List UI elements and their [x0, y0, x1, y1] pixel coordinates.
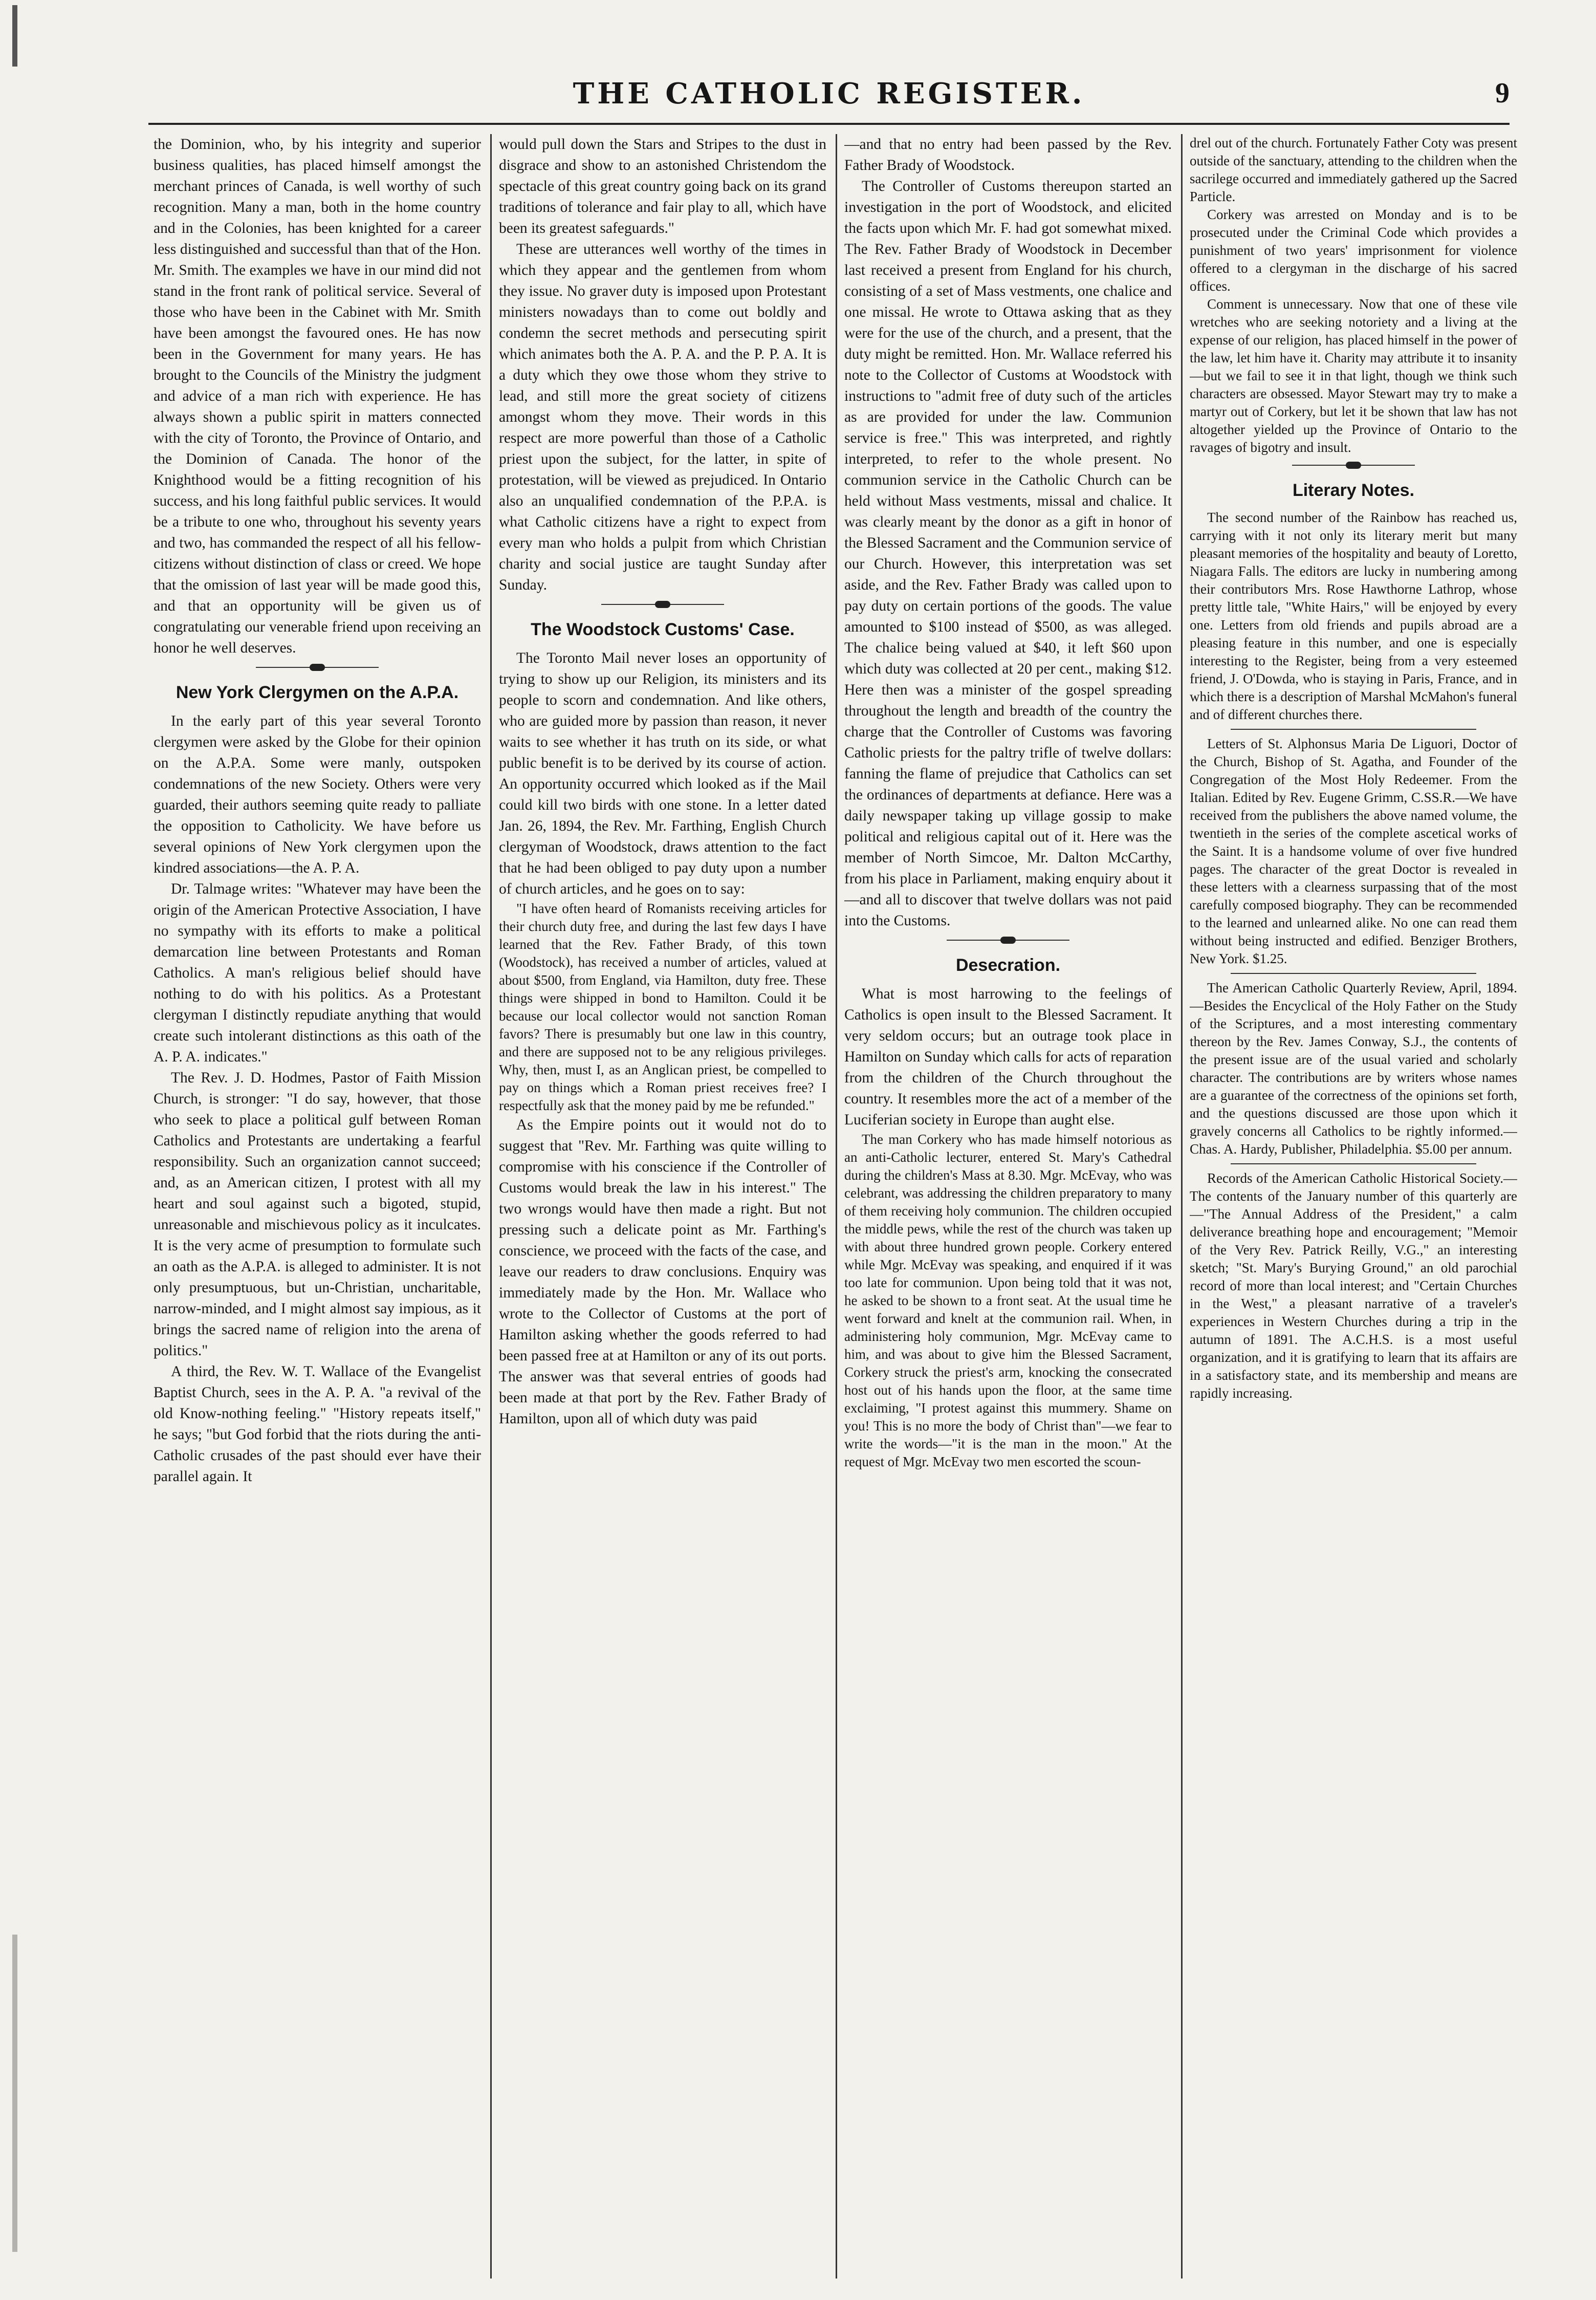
masthead-rule	[148, 123, 1510, 125]
article-paragraph: Comment is unnecessary. Now that one of these vile wretches who are seeking notoriety and a living at the expense of our religion, has placed himself in the power of the law, let him have it. Charity may attribute it to insanity—but we fail to see it in that light, though we think such characters are obsessed. Mayor Stewart may try to make a martyr out of Corkery, but let it be shown that law has not altogether yielded up the Province of Ontario to the ravages of bigotry and insult.	[1190, 296, 1517, 455]
article-paragraph: What is most harrowing to the feelings of Catholics is open insult to the Blessed Sacrament. It very seldom occurs; but an outrage took place in Hamilton on Sunday which calls for acts of reparation from the children of the Church throughout the country. It resembles more the act of a member of the Luciferian society in Europe than aught else.	[844, 986, 1172, 1128]
column-3	[844, 134, 1172, 2279]
short-rule	[1231, 973, 1476, 974]
column-1	[154, 134, 481, 2279]
column-divider	[1181, 134, 1183, 2279]
short-rule	[1231, 1163, 1476, 1164]
article-paragraph: drel out of the church. Fortunately Father Coty was present outside of the sanctuary, attending to the children when the sacrilege occurred and immediately gathered up the Sacred Particle.	[1190, 135, 1517, 204]
article-paragraph: The man Corkery who has made himself notorious as an anti-Catholic lecturer, entered St. Mary's Cathedral during the children's Mass at 8.30. Mgr. McEvay, who was celebrant, was addressing the children preparatory to many of them receiving holy communion. The children occupied the middle pews, while the rest of the church was taken up with about three hundred grown people. Corkery entered while Mgr. McEvay was speaking, and enquired if it was too late for communion. Upon being told that it was not, he asked to be shown to a front seat. At the usual time he went forward and knelt at the communion rail. When, in administering holy communion, Mgr. McEvay came to him, and was about to give him the Blessed Sacrament, Corkery struck the priest's arm, knocking the consecrated host out of his hands upon the floor, at the same time exclaiming, "I protest against this mummery. Shame on you! This is no more the body of Christ than"—we fear to write the words—"it is the man in the moon." At the request of Mgr. McEvay two men escorted the scoun-	[844, 1132, 1172, 1469]
short-rule	[1231, 729, 1476, 730]
article-heading: Literary Notes.	[1292, 481, 1415, 500]
article-paragraph: The Rev. J. D. Hodmes, Pastor of Faith Mission Church, is stronger: "I do say, however, that those who seek to place a political gulf between Roman Catholics and Protestants are undertaking a fearful responsibility. Such an organization cannot succeed; and, as an American citizen, I protest with all my heart and soul against such a bigoted, stupid, unreasonable and mischievous policy as it inculcates. It is the very acme of presumption to formulate such an oath as the A.P.A. is alleged to administer. It is not only presumptuous, but un-Christian, uncharitable, narrow-minded, and I might almost say impious, as it brings the sacred name of religion into the arena of politics."	[154, 1070, 481, 1359]
ornament-divider	[499, 599, 826, 610]
newspaper-title: THE CATHOLIC REGISTER.	[573, 77, 1085, 111]
article-paragraph: In the early part of this year several Toronto clergymen were asked by the Globe for their opinion on the A.P.A. Some were manly, outspoken condemnations of the new Society. Others were very guarded, their authors seeming quite ready to palliate the opposition to Catholicity. We have before us several opinions of New York clergymen upon the kindred associations—the A. P. A.	[154, 713, 481, 876]
binding-edge	[0, 0, 61, 2300]
article-paragraph: The Controller of Customs thereupon started an investigation in the port of Woodstock, and elicited the facts upon which Mr. F. had got somewhat mixed. The Rev. Father Brady of Woodstock in December last received a present from England for his church, consisting of a set of Mass vestments, one chalice and one missal. He wrote to Ottawa asking that as they were for the use of the church, and a present, that the duty might be remitted. Hon. Mr. Wallace referred his note to the Collector of Customs at Woodstock with instructions to "admit free of duty such of the articles as are provided for under the law. Communion service is free." This was interpreted, and rightly interpreted, to refer to the whole present. No communion service in the Catholic Church can be held without Mass vestments, missal and chalice. It was clearly meant by the donor as a gift in honor of the Blessed Sacrament and the Communion service of our Church. However, this interpretation was set aside, and the Rev. Father Brady was called upon to pay duty on certain portions of the goods. The value amounted to $100 instead of $500, as was alleged. The chalice being valued at $40, it left $60 upon which duty was collected at 20 per cent., making $12. Here then was a minister of the gospel spreading throughout the length and breadth of the country the charge that the Controller of Customs was favoring Catholic priests for the paltry trifle of twelve dollars: fanning the flame of prejudice that Catholics can set the ordinances of departments at defiance. Here was a daily newspaper taking up village gossip to make political and religious capital out of it. Here was the member of North Simcoe, Mr. Dalton McCarthy, from his place in Parliament, making enquiry about it—and all to discover that twelve dollars was not paid into the Customs.	[844, 178, 1172, 929]
ornament-divider	[1190, 460, 1517, 471]
column-2	[499, 134, 826, 2279]
article-paragraph: would pull down the Stars and Stripes to the dust in disgrace and show to an astonished Christendom the spectacle of this great country going back on its grand traditions of tolerance and fair play to all, which have been its greatest safeguards."	[499, 136, 826, 236]
article-paragraph: These are utterances well worthy of the times in which they appear and the gentlemen from whom they issue. No graver duty is imposed upon Protestant ministers nowadays than to come out boldly and condemn the secret methods and persecuting spirit which animates both the A. P. A. and the P. P. A. It is a duty which they owe those whom they strive to lead, and still more the great society of citizens amongst whom they move. Their words in this respect are more powerful than those of a Catholic priest upon the subject, for the latter, in spite of protestation, will be viewed as prejudiced. In Ontario also an unqualified condemnation of the P.P.A. is what Catholic citizens have a right to expect from every man who holds a pulpit from which Christian charity and social justice are taught Sunday after Sunday.	[499, 241, 826, 593]
masthead	[148, 77, 1510, 120]
page-number: 9	[1495, 77, 1510, 109]
article-heading: The Woodstock Customs' Case.	[531, 620, 795, 639]
article-paragraph: "I have often heard of Romanists receiving articles for their church duty free, and during the last few days I have learned that the Rev. Father Brady, of this town (Woodstock), has received a number of articles, valued at about $500, from England, via Hamilton, duty free. These things were shipped in bond to Hamilton. Could it be because our local collector would not sanction Roman favors? There is presumably but one law in this country, and there are supposed not to be any religious privileges. Why, then, must I, as an Anglican priest, be compelled to pay on things which a Roman priest receives free? I respectfully ask that the money paid by me be refunded."	[499, 901, 826, 1113]
article-paragraph: A third, the Rev. W. T. Wallace of the Evangelist Baptist Church, sees in the A. P. A. "a revival of the old Know-nothing feeling." "History repeats itself," he says; "but God forbid that the riots during the anti-Catholic crusades of the past should ever have their parallel again. It	[154, 1363, 481, 1485]
column-divider	[490, 134, 492, 2279]
article-paragraph: The American Catholic Quarterly Review, April, 1894.—Besides the Encyclical of the Holy Father on the Study of the Scriptures, and a most interesting commentary thereon by the Rev. James Conway, S.J., the contents of the present issue are of the usual varied and scholarly character. The contributions are by writers whose names are a guarantee of the correctness of the opinions set forth, and the questions discussed are those upon which it gravely concerns all Catholics to be rightly informed.—Chas. A. Hardy, Publisher, Philadelphia. $5.00 per annum.	[1190, 980, 1517, 1157]
column-divider	[836, 134, 837, 2279]
article-paragraph: The second number of the Rainbow has reached us, carrying with it not only its literary merit but many pleasant memories of the hospitality and beauty of Loretto, Niagara Falls. The editors are lucky in numbering among their contributors Mrs. Rose Hawthorne Lathrop, whose pretty little tale, "White Hairs," will be enjoyed by every one. Letters from old friends and pupils abroad are a pleasing feature in this number, and one is especially interesting to the Register, being from a very esteemed friend, J. O'Dowda, who is staying in Paris, France, and in which there is a description of Marshal McMahon's funeral and of different churches there.	[1190, 510, 1517, 722]
ornament-divider	[844, 935, 1172, 946]
article-paragraph: Dr. Talmage writes: "Whatever may have been the origin of the American Protective Association, I have no sympathy with its efforts to make a political demarcation line between Protestants and Roman Catholics. A man's religious belief should have nothing to do with his politics. As a Protestant clergyman I distinctly repudiate anything that would create such intolerant distinctions as this oath of the A. P. A. indicates."	[154, 881, 481, 1065]
article-paragraph: Corkery was arrested on Monday and is to be prosecuted under the Criminal Code which provides a punishment of two years' imprisonment for violence offered to a clergyman in the discharge of his sacred offices.	[1190, 207, 1517, 294]
article-paragraph: Records of the American Catholic Historical Society.—The contents of the January number of this quarterly are—"The Annual Address of the President," a calm deliverance breathing hope and encouragement; "Memoir of the Very Rev. Patrick Reilly, V.G.," an interesting sketch; "St. Mary's Burying Ground," an old parochial record of more than local interest; and "Certain Churches in the West," a pleasant narrative of a traveler's experiences in Western Churches during a trip in the autumn of 1891. The A.C.H.S. is a most useful organization, and it is gratifying to learn that its affairs are in a satisfactory state, and its membership and means are rapidly increasing.	[1190, 1170, 1517, 1401]
article-paragraph: The Toronto Mail never loses an opportunity of trying to show up our Religion, its ministers and its people to scorn and condemnation. And like others, who are guided more by passion than reason, it never waits to see whether it has truth on its side, or what public benefit is to be derived by its course of action. An opportunity occurred which looked as if the Mail could kill two birds with one stone. In a letter dated Jan. 26, 1894, the Rev. Mr. Farthing, English Church clergyman of Woodstock, draws attention to the fact that he had been obliged to pay duty upon a number of church articles, and he goes on to say:	[499, 650, 826, 897]
article-paragraph: Letters of St. Alphonsus Maria De Liguori, Doctor of the Church, Bishop of St. Agatha, and Founder of the Congregation of the Most Holy Redeemer. From the Italian. Edited by Rev. Eugene Grimm, C.SS.R.—We have received from the publishers the above named volume, the twentieth in the series of the complete ascetical works of the Saint. It is a handsome volume of over five hundred pages. The character of the great Doctor is revealed in these letters with a clearness surpassing that of the most carefully composed biography. They can be recommended to the learned and unlearned alike. No one can read them without being instructed and edified. Benziger Brothers, New York. $1.25.	[1190, 736, 1517, 966]
ornament-divider	[154, 662, 481, 673]
article-paragraph: —and that no entry had been passed by the Rev. Father Brady of Woodstock.	[844, 136, 1172, 173]
article-heading: New York Clergymen on the A.P.A.	[176, 683, 459, 702]
article-heading: Desecration.	[955, 956, 1061, 975]
column-4	[1190, 134, 1517, 2279]
article-paragraph: the Dominion, who, by his integrity and superior business qualities, has placed himself amongst the merchant princes of Canada, is well worthy of such recognition. Many a man, both in the home country and in the Colonies, has been knighted for a career less distinguished and successful than that of the Hon. Mr. Smith. The examples we have in our mind did not stand in the front rank of political service. Several of those who have been in the Cabinet with Mr. Smith have been amongst the favoured ones. He has now been in the Government for many years. He has brought to the Councils of the Ministry the judgment and advice of a man rich with experience. He has always shown a public spirit in matters connected with the city of Toronto, the Province of Ontario, and the Dominion of Canada. The honor of the Knighthood would be a fitting recognition of his success, and his long faithful public services. It would be a tribute to one who, throughout his seventy years and two, has commanded the respect of all his fellow-citizens without distinction of class or creed. We hope that the omission of last year will be made good this, and that an opportunity will be given us of congratulating our venerable friend upon receiving an honor he well deserves.	[154, 136, 481, 656]
article-paragraph: As the Empire points out it would not do to suggest that "Rev. Mr. Farthing was quite willing to compromise with his conscience if the Controller of Customs would break the law in his interest." The two wrongs would have then made a right. But not pressing such a delicate point as Mr. Farthing's conscience, we proceed with the facts of the case, and leave our readers to draw conclusions. Enquiry was immediately made by the Hon. Mr. Wallace who wrote to the Collector of Customs at the port of Hamilton asking whether the goods referred to had been passed free at at Hamilton or any of its out ports. The answer was that several entries of goods had been made at that port by the Rev. Father Brady of Hamilton, upon all of which duty was paid	[499, 1117, 826, 1427]
